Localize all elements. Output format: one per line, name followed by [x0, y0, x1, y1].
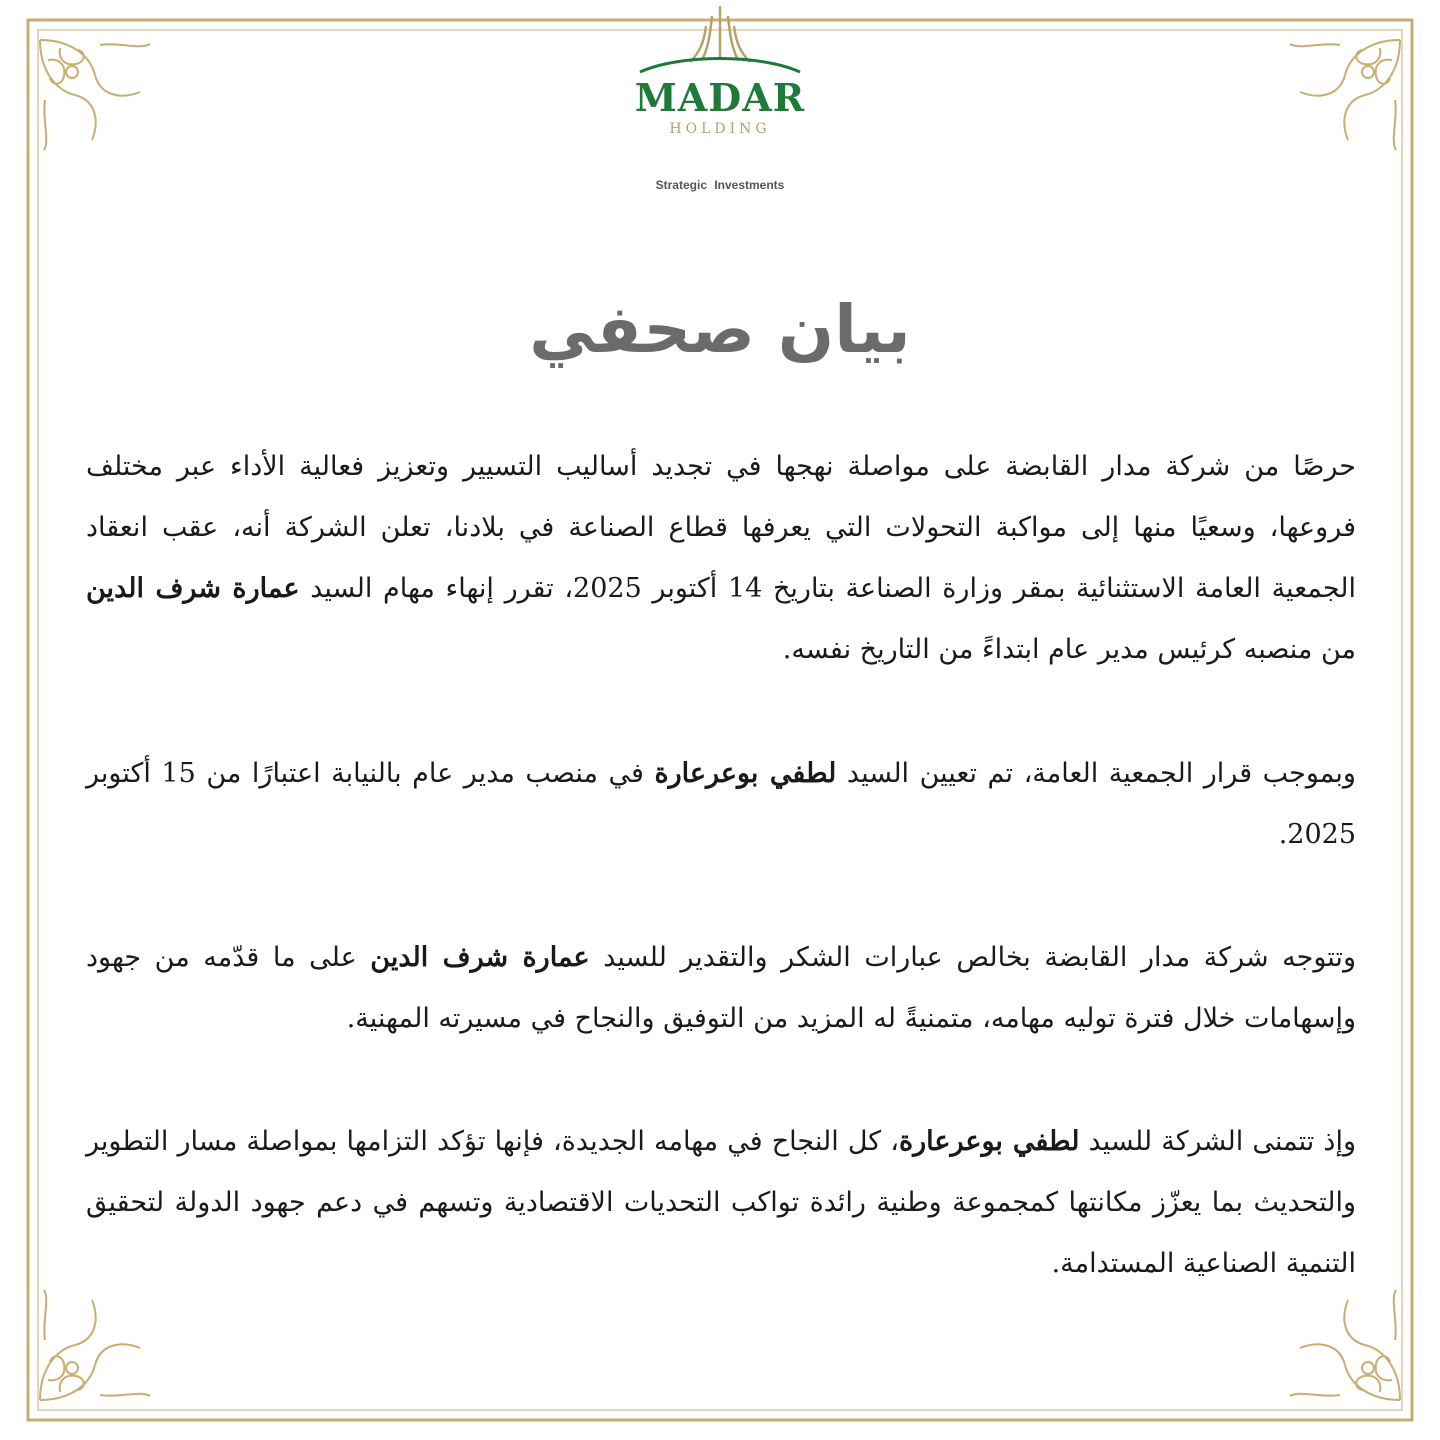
person-name: عمارة شرف الدين	[86, 573, 300, 604]
paragraph-text: على ما قدّمه من جهود وإسهامات خلال فترة توليه مهامه، متمنيةً له المزيد من التوفيق والنجاح في مسيرته المهنية.	[86, 942, 1356, 1034]
logo-tagline: Strategic Investments	[655, 178, 785, 192]
company-logo	[620, 6, 820, 196]
page-title: بيان صحفي	[529, 291, 911, 368]
paragraph-text: من منصبه كرئيس مدير عام ابتداءً من التاريخ نفسه.	[782, 634, 1356, 665]
paragraph-text: ، كل النجاح في مهامه الجديدة، فإنها تؤكد التزامها بمواصلة مسار التطوير والتحديث بما يعزّز مكانتها كمجموعة وطنية رائدة تواكب التحديات الاقتصادية وتسهم في دعم جهود الدولة لتحقيق التنمية الصناعية المستدامة.	[86, 1126, 1356, 1279]
logo-wordmark: MADAR	[634, 75, 806, 120]
person-name: لطفي بوعرعارة	[898, 1126, 1080, 1157]
paragraph-4	[86, 1111, 1356, 1294]
paragraph-text: وبموجب قرار الجمعية العامة، تم تعيين السيد	[836, 758, 1356, 789]
person-name: عمارة شرف الدين	[370, 942, 590, 973]
paragraph-text: وتتوجه شركة مدار القابضة بخالص عبارات الشكر والتقدير للسيد	[589, 942, 1356, 973]
paragraph-1	[86, 436, 1356, 680]
logo-tower-icon	[620, 6, 820, 86]
paragraph-2	[86, 743, 1356, 865]
paragraph-3	[86, 927, 1356, 1049]
paragraph-text: وإذ تتمنى الشركة للسيد	[1079, 1126, 1356, 1157]
logo-subtitle: HOLDING	[669, 121, 771, 137]
person-name: لطفي بوعرعارة	[654, 758, 837, 789]
paragraph-text: حرصًا من شركة مدار القابضة على مواصلة نهجها في تجديد أساليب التسيير وتعزيز فعالية الأداء عبر مختلف فروعها، وسعيًا منها إلى مواكبة التحولات التي يعرفها قطاع الصناعة في بلادنا، تعلن الشركة أنه، عقب انعقاد الجمعية العامة الاستثنائية بمقر وزارة الصناعة بتاريخ 14 أكتوبر 2025، تقرر إنهاء مهام السيد	[86, 451, 1356, 604]
paragraph-text: في منصب مدير عام بالنيابة اعتبارًا من 15 أكتوبر 2025.	[86, 758, 1356, 850]
